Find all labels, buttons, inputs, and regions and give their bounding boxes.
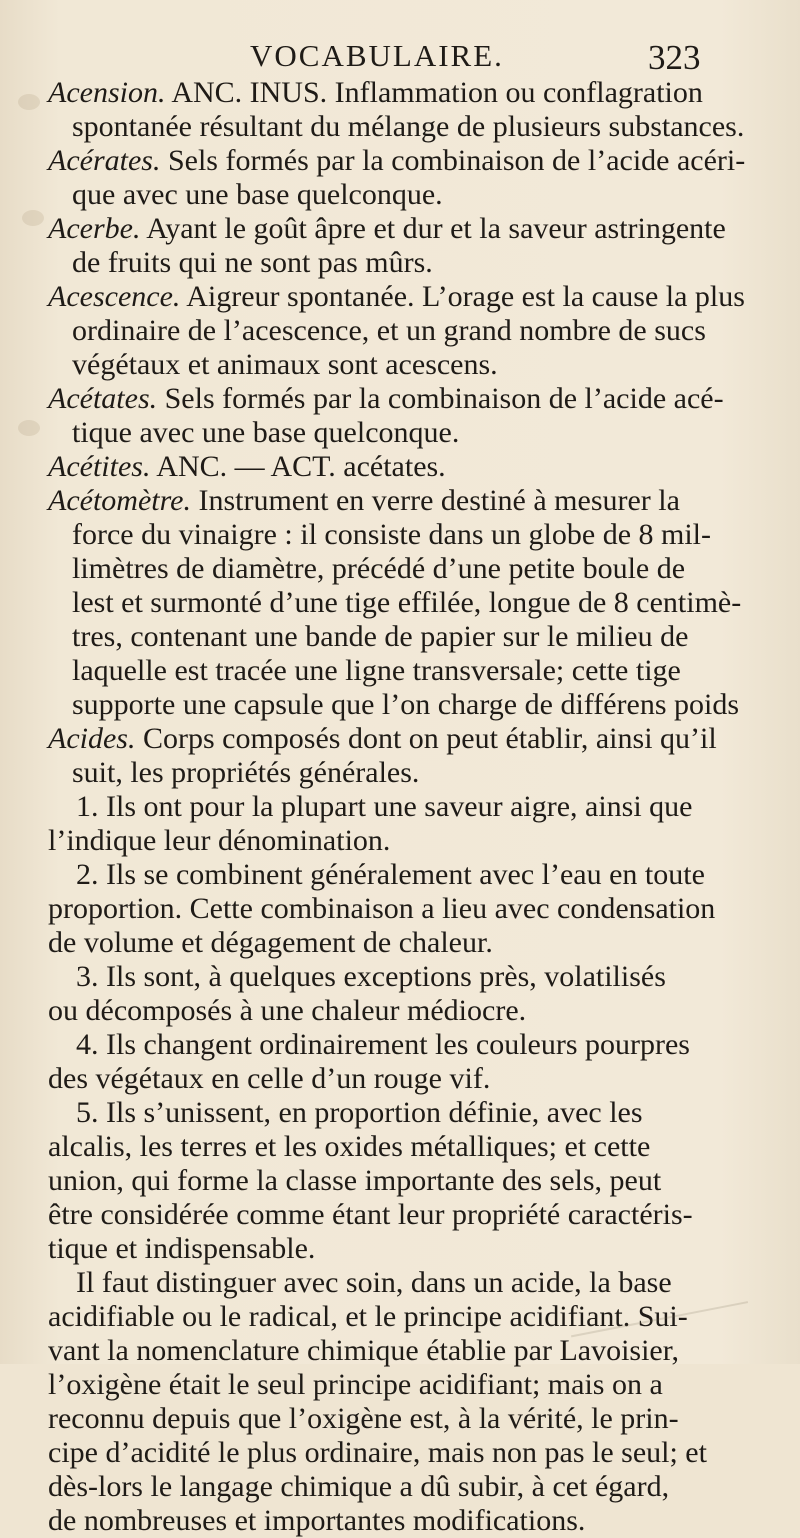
text-line [48, 144, 745, 178]
text-line [48, 1402, 679, 1436]
headword: Acétites. [48, 450, 151, 483]
text-line [48, 1436, 707, 1470]
line-text: que avec une base quelconque. [72, 178, 443, 211]
text-line [48, 450, 446, 484]
text-line [48, 1504, 585, 1538]
line-text: reconnu depuis que l’oxigène est, à la vérité, le prin- [48, 1402, 679, 1435]
text-line [48, 1062, 490, 1096]
line-text: ou décomposés à une chaleur médiocre. [48, 994, 527, 1027]
line-text: tres, contenant une bande de papier sur le milieu de [72, 620, 689, 653]
text-line [48, 76, 703, 110]
text-line [48, 926, 493, 960]
line-text: végétaux et animaux sont acescens. [72, 348, 498, 381]
text-line [48, 280, 745, 314]
margin-smudge [18, 94, 40, 110]
text-line [72, 314, 706, 348]
line-text: proportion. Cette combinaison a lieu avec condensation [48, 892, 716, 925]
line-text: Corps composés dont on peut établir, ainsi qu’il [135, 722, 717, 755]
line-text: supporte une capsule que l’on charge de différens poids [72, 688, 740, 721]
line-text: spontanée résultant du mélange de plusieurs substances. [72, 110, 745, 143]
text-line [72, 110, 744, 144]
text-line [48, 892, 715, 926]
line-text: dès-lors le langage chimique a dû subir, à cet égard, [48, 1470, 670, 1503]
line-text: l’oxigène était le seul principe acidifiant; mais on a [48, 1368, 663, 1401]
text-line [72, 688, 739, 722]
text-line [72, 620, 688, 654]
line-text: 5. Ils s’unissent, en proportion définie, avec les [76, 1096, 643, 1129]
line-text: cipe d’acidité le plus ordinaire, mais non pas le seul; et [48, 1436, 707, 1469]
line-text: 1. Ils ont pour la plupart une saveur aigre, ainsi que [76, 790, 693, 823]
line-text: lest et surmonté d’une tige effilée, longue de 8 centimè- [72, 586, 742, 619]
text-line [76, 790, 693, 824]
line-text: ANC. INUS. Inflammation ou conflagration [165, 76, 703, 109]
line-text: 2. Ils se combinent généralement avec l’eau en toute [76, 858, 705, 891]
headword: Acerbe. [48, 212, 141, 245]
page-header [0, 22, 800, 77]
line-text: 3. Ils sont, à quelques exceptions près, volatilisés [76, 960, 666, 993]
headword: Acides. [48, 722, 136, 755]
line-text: Instrument en verre destiné à mesurer la [190, 484, 680, 517]
text-line [72, 416, 459, 450]
line-text: ordinaire de l’acescence, et un grand nombre de sucs [72, 314, 706, 347]
line-text: Sels formés par la combinaison de l’acide acéri- [160, 144, 746, 177]
headword: Acétomètre. [48, 484, 191, 517]
text-line [48, 1198, 693, 1232]
text-line [48, 824, 390, 858]
line-text: Aigreur spontanée. L’orage est la cause la plus [180, 280, 745, 313]
line-text: tique avec une base quelconque. [72, 416, 460, 449]
line-text: l’indique leur dénomination. [48, 824, 391, 857]
line-text: de volume et dégagement de chaleur. [48, 926, 493, 959]
headword: Acension. [48, 76, 166, 109]
page-number: 323 [648, 38, 701, 77]
line-text: vant la nomenclature chimique établie par Lavoisier, [48, 1334, 680, 1367]
headword: Acescence. [48, 280, 181, 313]
text-line [72, 552, 685, 586]
headword: Acérates. [48, 144, 161, 177]
text-line [72, 586, 741, 620]
line-text: suit, les propriétés générales. [72, 756, 420, 789]
headword: Acétates. [48, 382, 158, 415]
text-line [76, 1266, 672, 1300]
line-text: de nombreuses et importantes modifications. [48, 1504, 586, 1537]
line-text: acidifiable ou le radical, et le principe acidifiant. Sui- [48, 1300, 688, 1333]
text-line [48, 1164, 661, 1198]
line-text: Ayant le goût âpre et dur et la saveur astringente [140, 212, 726, 245]
text-line [48, 382, 724, 416]
margin-smudge [22, 210, 44, 226]
text-line [72, 518, 711, 552]
line-text: tique et indispensable. [48, 1232, 316, 1265]
text-line [48, 1300, 688, 1334]
running-title: VOCABULAIRE. [250, 38, 504, 73]
text-line [72, 348, 498, 382]
line-text: union, qui forme la classe importante des sels, peut [48, 1164, 662, 1197]
text-line [72, 246, 433, 280]
line-text: être considérée comme étant leur propriété caractéris- [48, 1198, 693, 1231]
text-line [48, 1470, 669, 1504]
line-text: 4. Ils changent ordinairement les couleurs pourpres [76, 1028, 690, 1061]
line-text: Il faut distinguer avec soin, dans un acide, la base [76, 1266, 672, 1299]
text-line [48, 1130, 650, 1164]
line-text: des végétaux en celle d’un rouge vif. [48, 1062, 491, 1095]
text-line [76, 858, 705, 892]
line-text: Sels formés par la combinaison de l’acide acé- [157, 382, 724, 415]
line-text: force du vinaigre : il consiste dans un globe de 8 mil- [72, 518, 712, 551]
text-line [48, 722, 717, 756]
line-text: alcalis, les terres et les oxides métalliques; et cette [48, 1130, 651, 1163]
text-line [48, 1232, 315, 1266]
text-line [48, 484, 680, 518]
text-line [72, 654, 681, 688]
line-text: laquelle est tracée une ligne transversale; cette tige [72, 654, 681, 687]
line-text: ANC. — ACT. acétates. [150, 450, 446, 483]
text-line [48, 1368, 663, 1402]
line-text: de fruits qui ne sont pas mûrs. [72, 246, 433, 279]
text-line [72, 178, 443, 212]
margin-smudge [18, 420, 40, 436]
text-line [48, 212, 726, 246]
text-line [76, 960, 666, 994]
line-text: limètres de diamètre, précédé d’une petite boule de [72, 552, 686, 585]
text-line [76, 1028, 690, 1062]
text-line [48, 994, 526, 1028]
text-line [72, 756, 419, 790]
text-line [76, 1096, 643, 1130]
